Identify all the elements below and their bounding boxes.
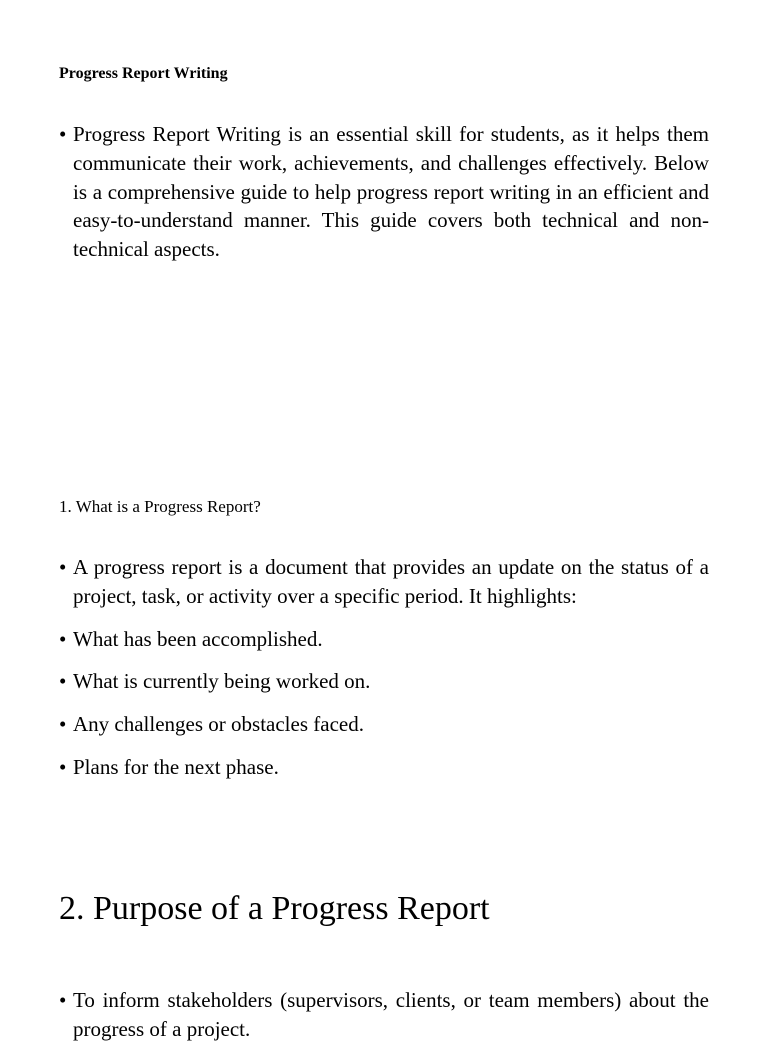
bullet-icon: • [59,555,67,579]
list-item-text: Plans for the next phase. [73,754,279,779]
list-item [59,625,709,654]
list-item-text: What is currently being worked on. [73,669,371,694]
list-item [59,710,709,739]
list-item-text: A progress report is a document that provides an update on the status of a project, task, or activity over a specific period. It highlights: [73,555,709,608]
list-item [59,986,709,1044]
section-1-heading: 1. What is a Progress Report? [59,497,261,516]
intro-paragraph [59,120,709,264]
bullet-icon: • [59,669,67,694]
list-item [59,753,709,782]
section-1-list [59,553,709,782]
list-item [59,667,709,696]
intro-text: Progress Report Writing is an essential skill for students, as it helps them communicate their work, achievements, and challenges effectively. Below is a comprehensive guide to help progress report writing in an efficient and easy-to-understand manner. This guide covers both technical and non-technical aspects. [73,122,709,262]
list-item-text: To inform stakeholders (supervisors, clients, or team members) about the progress of a project. [73,988,709,1041]
list-item-text: What has been accomplished. [73,626,323,651]
list-item [59,553,709,611]
bullet-icon: • [59,626,67,651]
bullet-icon: • [59,122,67,146]
bullet-icon: • [59,988,67,1012]
section-2-list [59,986,709,1044]
list-item-text: Any challenges or obstacles faced. [73,712,364,737]
document-title: Progress Report Writing [59,65,228,82]
bullet-icon: • [59,754,67,779]
section-2-heading: 2. Purpose of a Progress Report [59,890,490,927]
bullet-icon: • [59,712,67,737]
intro-list [59,120,709,264]
